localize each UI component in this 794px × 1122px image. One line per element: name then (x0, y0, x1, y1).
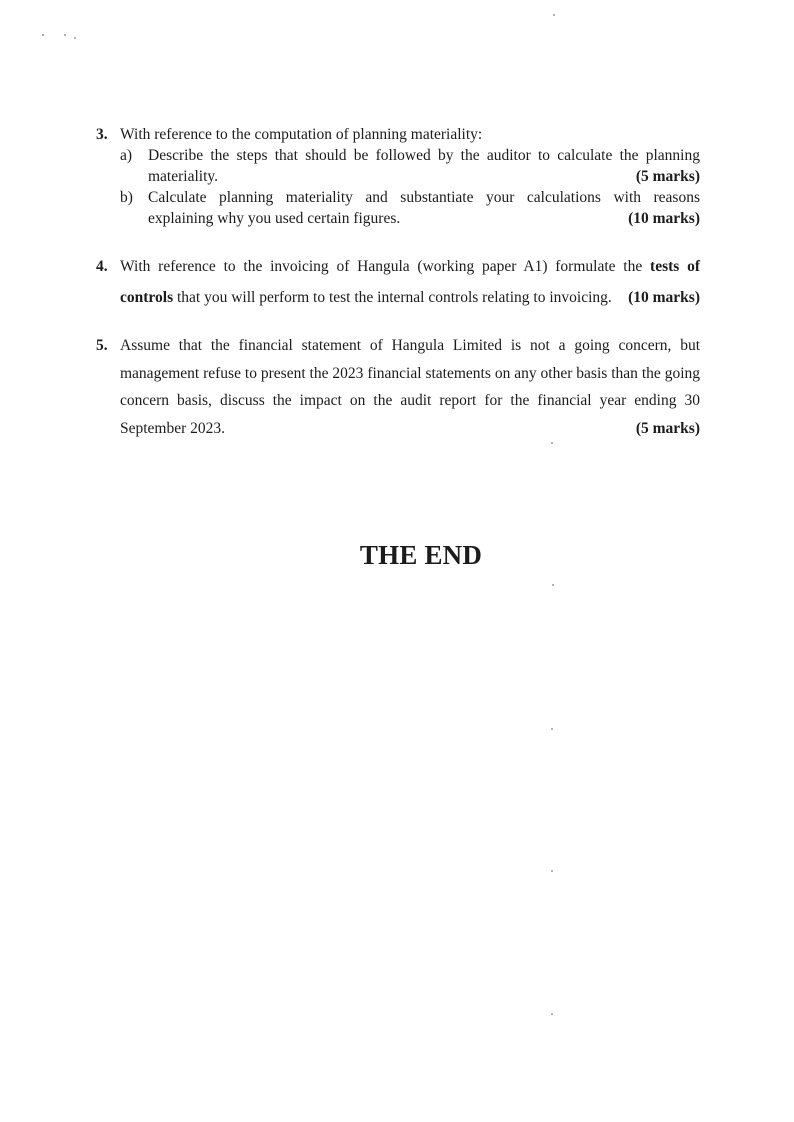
scan-speck (553, 14, 555, 16)
scan-speck (74, 37, 76, 39)
sub-question-label: b) (120, 189, 133, 206)
question-4 (96, 251, 700, 313)
question-number: 4. (96, 258, 108, 275)
question-text: that you will perform to test the internal controls relating to invoicing. (176, 289, 612, 306)
scan-speck (552, 584, 554, 586)
scan-speck (551, 728, 553, 730)
question-emphasis: controls (120, 289, 174, 306)
scan-speck (551, 870, 553, 872)
question-number: 5. (96, 337, 108, 354)
sub-question-text: Describe the steps that should be followed by the auditor to calculate the planning (148, 147, 700, 164)
marks-label: (10 marks) (628, 289, 700, 306)
sub-question-text-cont: explaining why you used certain figures. (148, 210, 401, 227)
question-text-last: September 2023. (120, 419, 226, 437)
question-stem: With reference to the computation of planning materiality: (120, 126, 483, 143)
sub-question-text: Calculate planning materiality and substantiate your calculations with reasons (148, 189, 700, 206)
question-5 (96, 332, 700, 442)
question-emphasis: tests of (650, 258, 700, 275)
question-3 (96, 124, 700, 229)
question-line-last (120, 415, 700, 443)
question-line-1 (120, 251, 700, 282)
question-text: With reference to the invoicing of Hangula (working paper A1) formulate the (120, 258, 643, 275)
sub-question-b (120, 187, 700, 229)
marks-label: (10 marks) (628, 210, 700, 227)
marks-label: (5 marks) (635, 168, 700, 185)
question-number: 3. (96, 126, 108, 143)
scan-speck (551, 1013, 553, 1015)
marks-label: (5 marks) (635, 419, 700, 437)
question-text: Assume that the financial statement of Hangula Limited is not a going concern, but management refuse to present the 2023 financial statements on any other basis than the going concern basis, discuss the impact on the audit report for the financial year ending 30 (120, 337, 700, 409)
closing-heading: THE END (359, 540, 483, 570)
question-line-2 (120, 282, 700, 313)
sub-question-label: a) (120, 147, 133, 164)
scan-speck (64, 34, 66, 36)
scan-speck (551, 442, 553, 444)
scan-speck (42, 34, 44, 36)
sub-question-a (120, 145, 700, 187)
sub-question-text-cont: materiality. (148, 168, 219, 185)
